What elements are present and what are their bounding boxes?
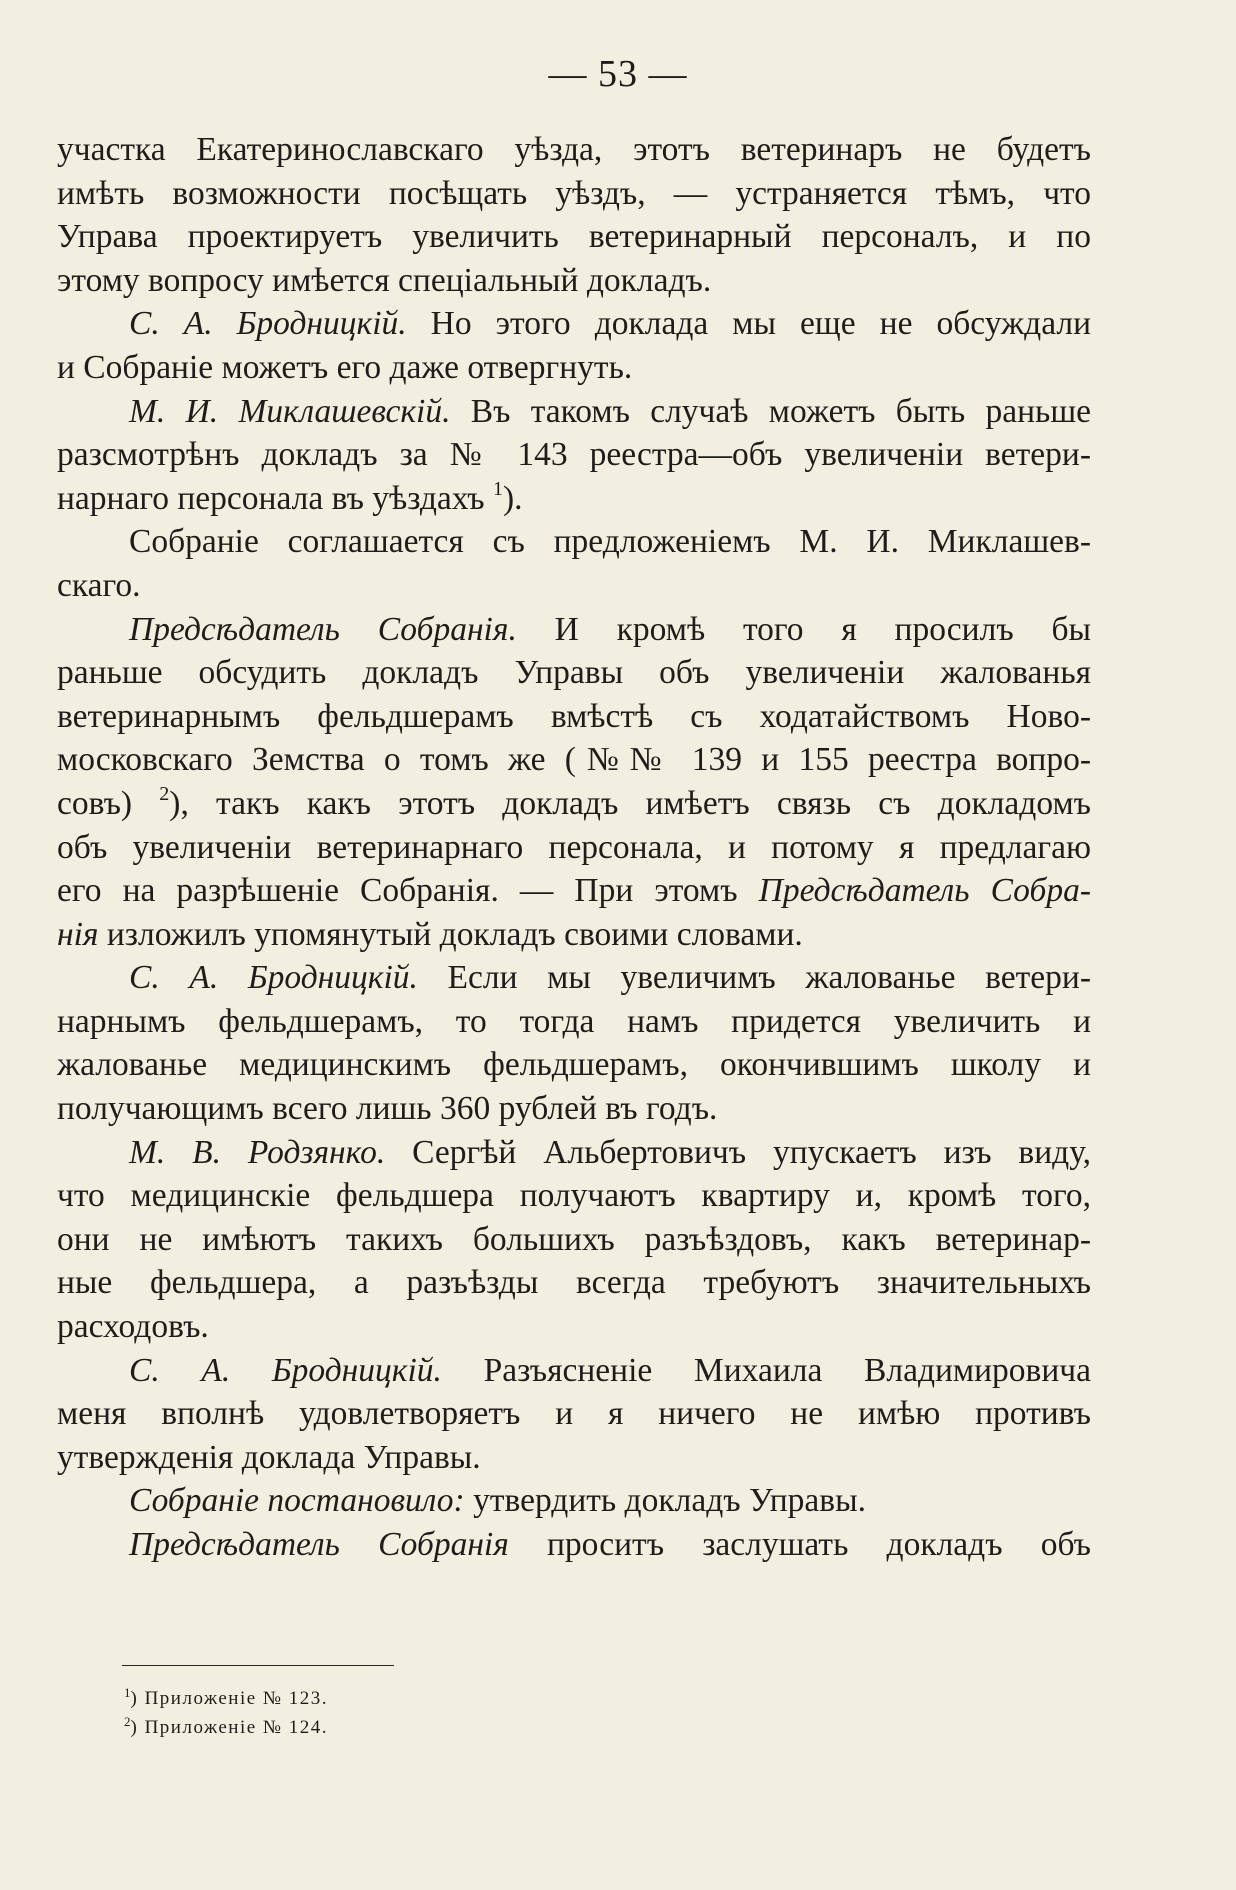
footnote [124,1713,328,1742]
main-text [57,128,1091,1567]
footnote-number: 1 [124,1685,131,1700]
footnotes [124,1684,328,1742]
footnote-number: 2 [124,1714,131,1729]
line-text: расходовъ. [57,1308,209,1346]
text-line [57,651,1091,695]
text-line [57,738,1091,782]
text-line [57,302,1091,346]
text-line [57,1479,1091,1523]
text-line [57,826,1091,870]
text-line [57,1087,1091,1131]
speaker-name: М. И. Миклашевскій. [129,392,451,430]
text-line [57,1392,1091,1436]
text-line [57,390,1091,434]
text-line [57,172,1091,216]
line-text: проситъ заслушать докладъ объ [508,1526,1091,1563]
speaker-name: Предсѣдатель Собранія [129,1526,509,1563]
text-line [57,956,1091,1000]
text-line [57,1174,1091,1218]
footnote-marker: 1 [492,477,503,500]
line-text: объ увеличеніи ветеринарнаго персонала, и потому я предлагаю [57,828,1091,866]
line-text: они не имѣютъ такихъ большихъ разъѣздовъ, какъ ветеринар- [57,1220,1091,1258]
text-line [57,564,1091,608]
footnote-text: ) Приложеніе № 123. [130,1688,329,1709]
speaker-name: Предсѣдатель Собра- [758,872,1091,910]
text-line [57,1218,1091,1262]
speaker-name: С. А. Бродницкій. [129,959,418,997]
line-text: утвердить докладъ Управы. [464,1482,866,1520]
text-line [57,913,1091,957]
text-line [57,128,1091,172]
line-text: Въ такомъ случаѣ можетъ быть раньше [450,392,1091,430]
text-line [57,1261,1091,1305]
footnote [124,1684,328,1713]
line-text: меня вполнѣ удовлетворяетъ и я ничего не имѣю противъ [57,1395,1091,1433]
text-line [57,1043,1091,1087]
line-text: имѣть возможности посѣщать уѣздъ, — устраняется тѣмъ, что [57,174,1091,212]
speaker-name: нія [57,915,99,953]
text-line [57,1349,1091,1393]
line-text: что медицинскіе фельдшера получаютъ квартиру и, кромѣ того, [57,1177,1091,1215]
speaker-name: М. В. Родзянко. [129,1133,386,1171]
footnote-marker: 2 [159,782,170,805]
text-line [57,1000,1091,1044]
line-text: скаго. [57,566,141,604]
speaker-name: Предсѣдатель Собранія. [129,610,517,648]
line-text: Если мы увеличимъ жалованье ветери- [417,959,1091,997]
line-text: Но этого доклада мы еще не обсуждали [406,305,1092,343]
line-text: ), такъ какъ этотъ докладъ имѣетъ связь съ докладомъ [169,784,1091,822]
line-text: Разъясненіе Михаила Владимировича [441,1351,1091,1389]
text-line [57,346,1091,390]
line-text: ). [502,479,523,517]
line-text: Управа проектируетъ увеличить ветеринарный персоналъ, и по [57,218,1091,256]
text-line [57,1436,1091,1480]
line-text: И кромѣ того я просилъ бы [516,610,1091,648]
text-line [57,782,1091,826]
line-text: Собраніе соглашается съ предложеніемъ М. И. Миклашев- [129,523,1091,561]
line-text: ветеринарнымъ фельдшерамъ вмѣстѣ съ ходатайствомъ Ново- [57,697,1091,735]
text-line [57,520,1091,564]
text-line [57,608,1091,652]
text-line [57,695,1091,739]
line-text: жалованье медицинскимъ фельдшерамъ, окончившимъ школу и [57,1046,1091,1084]
text-line [57,215,1091,259]
footnote-rule [122,1665,394,1666]
line-text: утвержденія доклада Управы. [57,1438,481,1476]
text-line [57,869,1091,913]
footnote-text: ) Приложеніе № 124. [130,1717,329,1738]
text-line [57,1131,1091,1175]
line-text: изложилъ упомянутый докладъ своими словами. [98,915,803,953]
line-text: московскаго Земства о томъ же (№№ 139 и 155 реестра вопро- [57,741,1091,779]
line-text: раньше обсудить докладъ Управы объ увеличеніи жалованья [57,654,1091,692]
line-text: разсмотрѣнъ докладъ за № 143 реестра—объ увеличеніи ветери- [57,436,1091,474]
line-text: его на разрѣшеніе Собранія. — При этомъ [57,872,759,910]
speaker-name: С. А. Бродницкій. [129,1351,442,1389]
line-text: нарнымъ фельдшерамъ, то тогда намъ придется увеличить и [57,1002,1091,1040]
line-text: и Собраніе можетъ его даже отвергнуть. [57,348,633,386]
speaker-name: С. А. Бродницкій. [129,305,407,343]
line-text: Сергѣй Альбертовичъ упускаетъ изъ виду, [385,1133,1091,1171]
speaker-name: Собраніе постановило: [129,1482,465,1520]
text-line [57,259,1091,303]
page-number: — 53 — [548,53,688,95]
text-line [57,1305,1091,1349]
line-text: участка Екатеринославскаго уѣзда, этотъ ветеринаръ не будетъ [57,131,1091,168]
text-line [57,1523,1091,1567]
line-text: ные фельдшера, а разъѣзды всегда требуютъ значительныхъ [57,1264,1091,1302]
line-text: получающимъ всего лишь 360 рублей въ годъ. [57,1090,718,1128]
line-text: нарнаго персонала въ уѣздахъ [57,479,493,517]
text-line [57,477,1091,521]
line-text: этому вопросу имѣется спеціальный докладъ. [57,261,712,299]
text-line [57,433,1091,477]
line-text: совъ) [57,784,160,822]
